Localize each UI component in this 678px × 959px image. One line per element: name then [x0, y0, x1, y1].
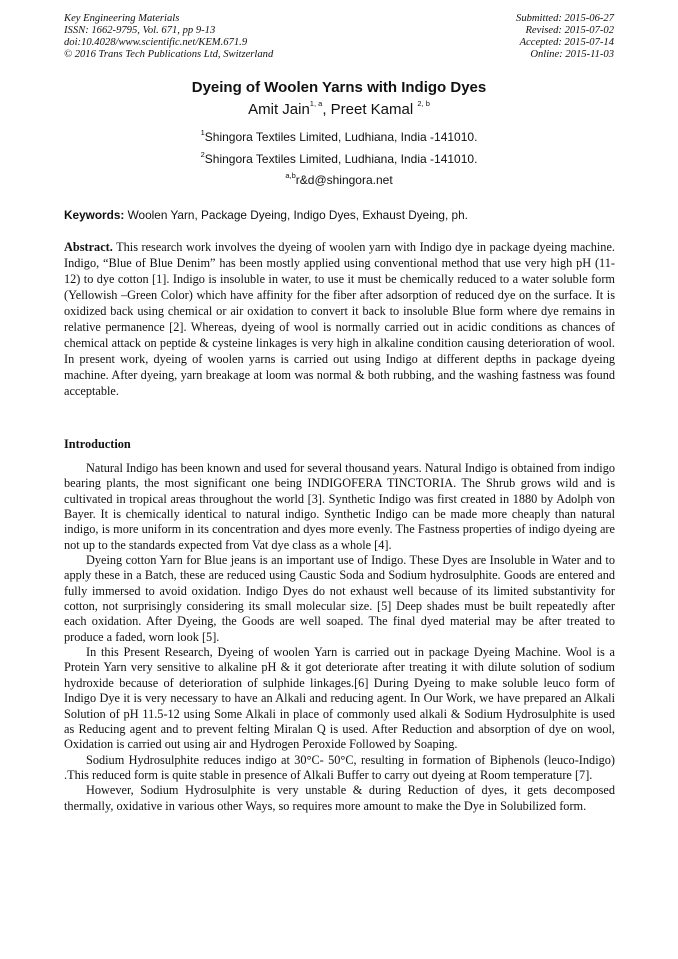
accepted-date: Accepted: 2015-07-14	[519, 37, 614, 48]
affiliation	[0, 130, 678, 144]
abstract	[64, 239, 615, 399]
paragraph: Natural Indigo has been known and used for several thousand years. Natural Indigo is obtained from indigo bearing plants, the most significant one being INDIGOFERA TINCTORIA. The Shrub grows wild and is cultivated in tropical areas throughout the world [3]. Synthetic Indigo was first created in 1880 by Adolph von Bayer. It is chemically identical to natural indigo. Synthetic Indigo can be made more cheaply than natural indigo, is more uniform in its concentration and dyes more evenly. The Fastness properties of indigo dyeing are not up to the standards expected from Vat dye class as a whole [4].	[64, 461, 615, 552]
online-date: Online: 2015-11-03	[530, 49, 614, 60]
keywords-text: Woolen Yarn, Package Dyeing, Indigo Dyes, Exhaust Dyeing, ph.	[124, 208, 468, 222]
paragraph: In this Present Research, Dyeing of woolen Yarn is carried out in package Dyeing Machine. Wool is a Protein Yarn very sensitive to alkaline pH & it got deteriorate after treating it with dilute solution of sodium hydroxide because of deterioration of sulphide linkages.[6] During Dyeing to make soluble leuco form of Indigo Dye it is very necessary to have an Alkali and reducing agent. In Our Work, we have prepared an Alkali Solution of pH 11.5-12 using Some Alkali in place of commonly used alkali & Sodium Hydrosulphite is used as Reducing agent and to prevent felting Miralan Q is used. After Reduction and absorption of dye on wool, Oxidation is carried out using air and Hydrogen Peroxide Followed by Soaping.	[64, 645, 615, 752]
email-sup: a,b	[285, 171, 296, 180]
email	[0, 173, 678, 187]
affiliation-sup: 2	[200, 150, 205, 159]
journal-info	[64, 13, 273, 61]
author-sep: ,	[322, 101, 331, 118]
abstract-text: This research work involves the dyeing of woolen yarn with Indigo dye in package dyeing machine. Indigo, “Blue of Blue Denim” has been mostly applied using conventional method that use very high pH (11-12) to dye cotton [1]. Indigo is insoluble in water, to use it must be chemically reduced to a water soluble form (Yellowish –Green Color) which have affinity for the fiber after adsorption of reduced dye on the surface. It is oxidized back using chemical or air oxidation to convert it back to insoluble Blue form where dye remains in relative permanence [2]. Whereas, dyeing of wool is normally carried out in acidic conditions as chances of chemical attack on peptide & cysteine linkages is very high in alkaline condition causing deterioration of wool. In present work, dyeing of woolen yarns is carried out using Indigo at different depths in package dyeing machine. After dyeing, yarn breakage at loom was normal & both rubbing, and the washing fastness was found acceptable.	[64, 240, 615, 398]
affiliation	[0, 152, 678, 166]
author-name: Preet Kamal	[330, 101, 418, 118]
keywords	[64, 208, 468, 222]
author-sup: 1, a	[309, 99, 323, 108]
copyright-line: © 2016 Trans Tech Publications Ltd, Switzerland	[64, 49, 274, 60]
author-name: Amit Jain	[248, 101, 310, 118]
affiliation-text: Shingora Textiles Limited, Ludhiana, India -141010.	[204, 152, 478, 166]
revised-date: Revised: 2015-07-02	[525, 25, 614, 36]
issn-line: ISSN: 1662-9795, Vol. 671, pp 9-13	[64, 25, 216, 36]
paragraph: Dyeing cotton Yarn for Blue jeans is an important use of Indigo. These Dyes are Insoluble in Water and to apply these in a Batch, these are reduced using Caustic Soda and Sodium hydrosulphite. Goods are entered and fully immersed to avoid oxidation. Indigo Dyes do not exhaust well because of its limited substantivity for cotton, not surprisingly considering its small molecular size. [5] Deep shades must be built repeatedly after each oxidation. After Dyeing, the Goods are well soaped. The final dyed material may be after treated to produce a faded, worn look [5].	[64, 553, 615, 644]
email-address: r&d@shingora.net	[295, 173, 393, 187]
journal-name: Key Engineering Materials	[64, 13, 180, 24]
paragraph: However, Sodium Hydrosulphite is very unstable & during Reduction of dyes, it gets decomposed thermally, oxidative in various other Ways, so requires more amount to make the Dye in Solubilized form.	[64, 783, 615, 813]
submission-dates	[516, 13, 614, 61]
authors	[0, 101, 678, 118]
introduction-body	[64, 461, 615, 814]
abstract-label: Abstract.	[64, 240, 113, 254]
paper-title: Dyeing of Woolen Yarns with Indigo Dyes	[191, 79, 487, 96]
doi-line: doi:10.4028/www.scientific.net/KEM.671.9	[64, 37, 248, 48]
introduction-heading: Introduction	[64, 437, 131, 451]
author-sup: 2, b	[417, 99, 430, 108]
affiliation-sup: 1	[200, 128, 205, 137]
affiliation-text: Shingora Textiles Limited, Ludhiana, India -141010.	[204, 130, 478, 144]
submitted-date: Submitted: 2015-06-27	[516, 13, 614, 24]
keywords-label: Keywords:	[64, 208, 125, 222]
paragraph: Sodium Hydrosulphite reduces indigo at 30°C- 50°C, resulting in formation of Biphenols (leuco-Indigo) .This reduced form is quite stable in presence of Alkali Buffer to carry out dyeing at Room temperature [7].	[64, 752, 615, 782]
